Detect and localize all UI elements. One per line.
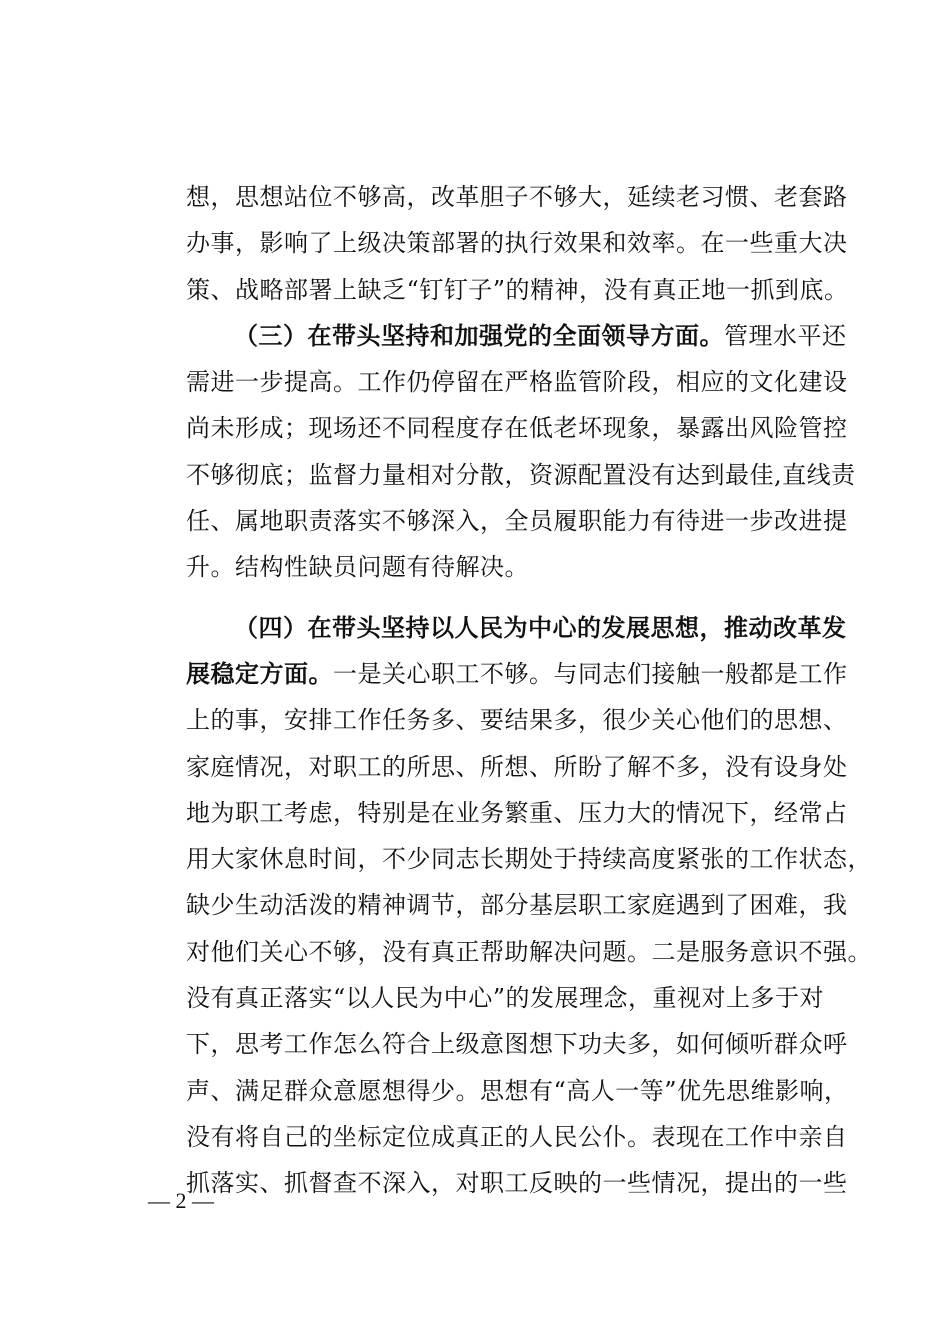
text-line: 抓落实、抓督查不深入，对职工反映的一些情况，提出的一些 <box>186 1169 848 1198</box>
text-line: 下，思考工作怎么符合上级意图想下功夫多，如何倾听群众呼 <box>186 1030 848 1059</box>
text-line: 升。结构性缺员问题有待解决。 <box>186 553 529 582</box>
section-heading: （四）在带头坚持以人民为中心的发展思想，推动改革发 <box>234 612 847 642</box>
paragraph-continuation <box>186 174 849 313</box>
text-line <box>186 651 848 697</box>
text-line: 上的事，安排工作任务多、要结果多，很少关心他们的思想、 <box>186 706 848 735</box>
section-heading: 展稳定方面。 <box>186 658 333 688</box>
text-line: 没有将自己的坐标定位成真正的人民公仆。表现在工作中亲自 <box>186 1122 848 1151</box>
text-line: 任、属地职责落实不够深入，全员履职能力有待进一步改进提 <box>186 507 848 536</box>
paragraph-section-4 <box>186 605 872 1207</box>
text-line: 策、战略部署上缺乏“钉钉子”的精神，没有真正地一抓到底。 <box>186 275 849 304</box>
text-line: 办事，影响了上级决策部署的执行效果和效率。在一些重大决 <box>186 229 848 258</box>
paragraph-section-3 <box>186 313 856 591</box>
text-line: 声、满足群众意愿想得少。思想有“高人一等”优先思维影响， <box>186 1076 849 1105</box>
text-line: 家庭情况，对职工的所思、所想、所盼了解不多，没有设身处 <box>186 752 848 781</box>
text-line: 想，思想站位不够高，改革胆子不够大，延续老习惯、老套路 <box>186 183 848 211</box>
text-line: 没有真正落实“以人民为中心”的发展理念，重视对上多于对 <box>186 984 825 1013</box>
text-line: 对他们关心不够，没有真正帮助解决问题。二是服务意识不强。 <box>186 937 872 966</box>
text-line: 需进一步提高。工作仍停留在严格监管阶段，相应的文化建设 <box>186 368 848 397</box>
text-line: 缺少生动活泼的精神调节，部分基层职工家庭遇到了困难，我 <box>186 891 848 920</box>
text-line: 不够彻底；监督力量相对分散，资源配置没有达到最佳,直线责 <box>186 460 856 489</box>
text-line: 地为职工考虑，特别是在业务繁重、压力大的情况下，经常占 <box>186 798 848 827</box>
text-line: 用大家休息时间，不少同志长期处于持续高度紧张的工作状态， <box>186 845 872 874</box>
body-text <box>186 174 872 1207</box>
text-segment: 管理水平还 <box>724 321 847 350</box>
page-number: — 2 — <box>148 1188 214 1213</box>
text-line <box>186 313 847 359</box>
text-segment: 一是关心职工不够。与同志们接触一般都是工作 <box>333 659 848 688</box>
text-line: 尚未形成；现场还不同程度存在低老坏现象，暴露出风险管控 <box>186 414 848 443</box>
section-heading: （三）在带头坚持和加强党的全面领导方面。 <box>234 320 724 350</box>
